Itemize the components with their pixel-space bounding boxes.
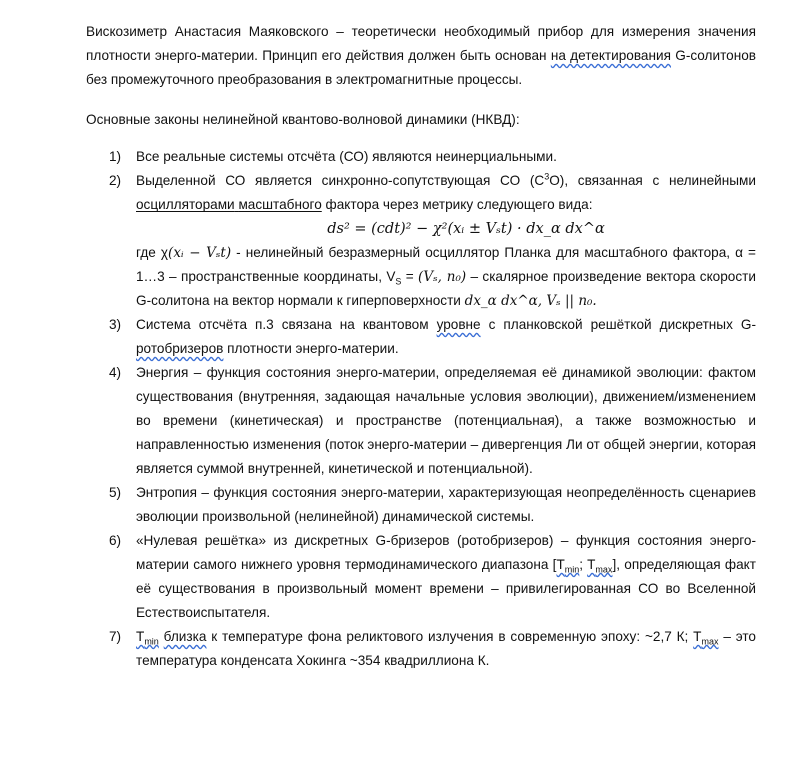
- where-text-a: где χ: [136, 245, 169, 260]
- law-text: Энергия – функция состояния энерго-материи, определяемая её динамикой эволюции: фактом существования (внутренняя, задающая начальные условия эволюции), движением/изменением во времени (кинетическая) и пространстве (потенциальная), а также возможностью и направленностью изменения (поток энерго-материи – дивергенция Ли от общей энергии, которая является суммой внутренней, кинетической и потенциальной).: [136, 365, 756, 476]
- spellcheck-word[interactable]: [556, 557, 580, 575]
- where-eq: =: [401, 269, 419, 284]
- law-text-b: с планковской решёткой дискретных G-: [480, 317, 756, 332]
- condition-formula: dx_α dx^α, Vₛ || n₀.: [464, 293, 597, 309]
- where-dash: - нелинейный безразмерный осциллятор Планка для масштабного фактора, α = 1…3 – пространственные координаты, V: [136, 245, 756, 284]
- law-text-b: О), связанная с нелинейными: [549, 173, 756, 188]
- oscillator-argument: (xᵢ − Vₛt): [168, 245, 232, 261]
- law-number: 5): [109, 485, 122, 500]
- where-text-d: – скалярное произведение вектора скорости G-солитона на вектор нормали к гиперповерхности: [136, 269, 756, 308]
- spellcheck-word[interactable]: [587, 557, 613, 575]
- tmin-subscript: min: [564, 564, 580, 575]
- vs-subscript: S: [395, 276, 402, 287]
- t-letter: T: [556, 557, 565, 572]
- tmax-subscript: max: [701, 636, 719, 647]
- t-letter: T: [587, 557, 596, 572]
- spellcheck-word[interactable]: осцилляторами: [136, 197, 235, 212]
- law-number: 3): [109, 317, 122, 332]
- law-number: 6): [109, 533, 122, 548]
- law-text-a: «Нулевая решётка» из дискретных G-бризеров (ротобризеров) – функция состояния энерго-материи самого нижнего уровня термодинамического диапазона [: [136, 533, 756, 572]
- laws-heading: Основные законы нелинейной квантово-волновой динамики (НКВД):: [86, 112, 520, 127]
- law-item-3: [0, 313, 756, 361]
- law-text-a: Система отсчёта п.3 связана на квантовом: [136, 317, 437, 332]
- spellcheck-word[interactable]: [136, 629, 159, 647]
- law-text: Все реальные системы отсчёта (СО) являются неинерциальными.: [136, 149, 557, 164]
- spellcheck-word[interactable]: на детектирования: [550, 48, 671, 63]
- intro-text-b: G-солитонов без промежуточного преобразования в электромагнитные процессы.: [86, 48, 756, 87]
- semicolon: ;: [579, 557, 588, 572]
- metric-formula: ds² = (cdt)² − χ²(xᵢ ± Vₛt) · dx_α dx^α: [327, 221, 605, 237]
- spellcheck-word[interactable]: близка: [163, 629, 207, 644]
- scalar-product: (Vₛ, n₀): [418, 269, 467, 285]
- spellcheck-word[interactable]: уровне: [436, 317, 481, 332]
- law-item-6: [0, 529, 756, 625]
- tmin-subscript: min: [144, 636, 159, 647]
- law-text-a: Выделенной СО является синхронно-сопутствующая СО (С: [136, 173, 545, 188]
- intro-text-a: Вискозиметр Анастасия Маяковского – теоретически необходимый прибор для измерения значения плотности энерго-материи. Принцип его действия должен быть основан: [86, 24, 756, 63]
- where-clause: [136, 241, 756, 313]
- law-text-b: к температуре фона реликтового излучения в современную эпоху: ~2,7 К;: [206, 629, 694, 644]
- t-letter: T: [693, 629, 702, 644]
- law-number: 1): [109, 149, 122, 164]
- tmax-subscript: max: [595, 564, 613, 575]
- laws-list: [0, 145, 802, 673]
- intro-paragraph: [86, 20, 756, 92]
- law-text-c: – это температура конденсата Хокинга ~354 квадриллиона К.: [136, 629, 756, 668]
- spellcheck-word[interactable]: ротобризеров: [136, 341, 224, 356]
- law-number: 2): [109, 173, 122, 188]
- law-item-7: [0, 625, 756, 673]
- law-text-c: плотности энерго-материи.: [223, 341, 399, 356]
- superscript-3: 3: [544, 171, 550, 182]
- spellcheck-word[interactable]: [693, 629, 719, 647]
- law-item-5: [0, 481, 756, 529]
- t-letter: T: [136, 629, 145, 644]
- law-text-c: фактора через метрику следующего вида:: [321, 197, 593, 212]
- law-text-b: ], определяющая факт её существования в произвольный момент времени – привилегированная СО во Вселенной Естествоиспытателя.: [136, 557, 756, 620]
- spellcheck-word[interactable]: масштабного: [238, 197, 322, 212]
- law-number: 7): [109, 629, 122, 644]
- law-item-1: [0, 145, 756, 169]
- law-item-4: [0, 361, 756, 481]
- law-number: 4): [109, 365, 122, 380]
- law-text: Энтропия – функция состояния энерго-материи, характеризующая неопределённость сценариев эволюции произвольной (нелинейной) динамической системы.: [136, 485, 756, 524]
- law-item-2: [0, 169, 756, 313]
